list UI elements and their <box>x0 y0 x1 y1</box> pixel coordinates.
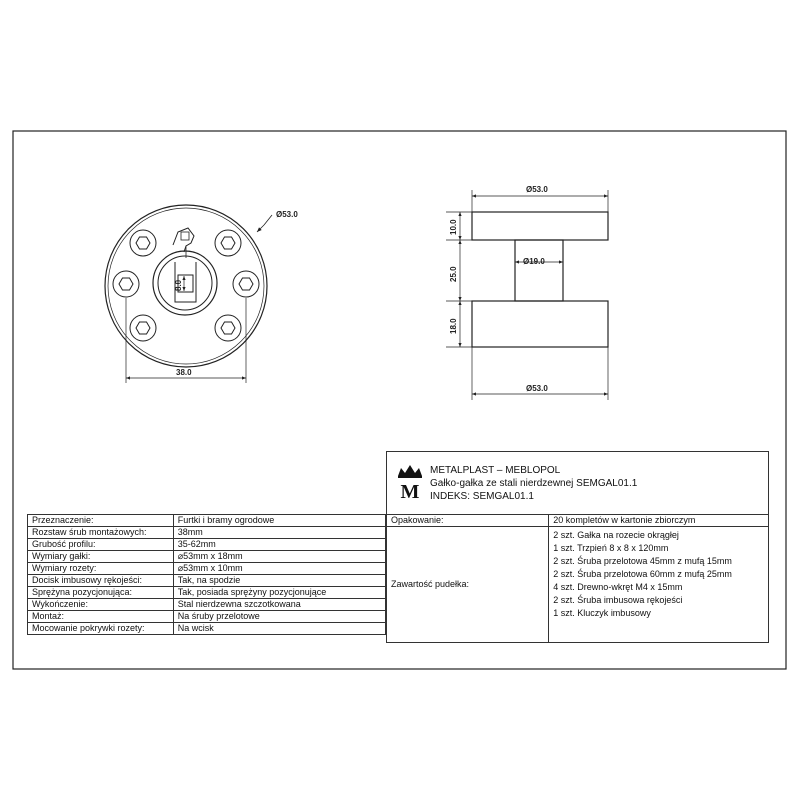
spec-value: Na wcisk <box>173 623 385 635</box>
neck-diameter-label: Ø19.0 <box>523 257 545 266</box>
logo-letter: M <box>400 481 420 500</box>
knob-thickness-label: 10.0 <box>449 219 458 235</box>
hex-screw-bottom-left <box>130 315 156 341</box>
spec-label: Wymiary rozety: <box>28 563 174 575</box>
side-view <box>446 190 608 400</box>
packaging-value: 20 kompletów w kartonie zbiorczym <box>549 515 769 527</box>
list-item: 2 szt. Śruba imbusowa rękojeści <box>553 595 683 605</box>
title-lines <box>430 464 637 503</box>
spec-value: Tak, na spodzie <box>173 575 385 587</box>
table-row <box>28 599 386 611</box>
knob-body <box>472 212 608 240</box>
list-item: 2 szt. Śruba przelotowa 60mm z mufą 25mm <box>553 569 732 579</box>
table-row <box>28 551 386 563</box>
product-name: Gałko-gałka ze stali nierdzewnej SEMGAL01.1 <box>430 478 638 489</box>
spacing-dimension-label: 38.0 <box>176 368 192 377</box>
rosette-thickness-label: 18.0 <box>449 318 458 334</box>
spec-label: Montaż: <box>28 611 174 623</box>
spec-label: Docisk imbusowy rękojeści: <box>28 575 174 587</box>
table-row <box>28 611 386 623</box>
spec-value: ⌀53mm x 10mm <box>173 563 385 575</box>
table-row <box>387 527 769 643</box>
neck-body <box>515 240 563 301</box>
spec-value: Na śruby przelotowe <box>173 611 385 623</box>
table-row <box>28 563 386 575</box>
spec-label: Wymiary gałki: <box>28 551 174 563</box>
rosette-body <box>472 301 608 347</box>
table-row <box>28 515 386 527</box>
list-item: 1 szt. Trzpień 8 x 8 x 120mm <box>553 543 669 553</box>
spec-value: 38mm <box>173 527 385 539</box>
table-row <box>28 623 386 635</box>
spec-value: Tak, posiada sprężyny pozycjonujące <box>173 587 385 599</box>
spec-label: Wykończenie: <box>28 599 174 611</box>
neck-length-label: 25.0 <box>449 266 458 282</box>
packaging-table <box>386 514 769 643</box>
list-item: 2 szt. Śruba przelotowa 45mm z mufą 15mm <box>553 556 732 566</box>
table-row <box>387 515 769 527</box>
spec-value: Furtki i bramy ogrodowe <box>173 515 385 527</box>
outer-diameter-label: Ø53.0 <box>276 210 298 219</box>
crown-logo <box>395 464 425 500</box>
contents-cell <box>549 527 769 643</box>
spec-label: Sprężyna pozycjonująca: <box>28 587 174 599</box>
hub-outer <box>153 251 217 315</box>
table-row <box>28 587 386 599</box>
top-diameter-label: Ø53.0 <box>526 185 548 194</box>
list-item: 2 szt. Gałka na rozecie okrągłej <box>553 530 679 540</box>
spec-value: ⌀53mm x 18mm <box>173 551 385 563</box>
contents-label: Zawartość pudełka: <box>387 527 549 643</box>
hex-screw-top-left <box>130 230 156 256</box>
spec-label: Mocowanie pokrywki rozety: <box>28 623 174 635</box>
table-row <box>28 539 386 551</box>
product-index: INDEKS: SEMGAL01.1 <box>430 491 534 502</box>
packaging-label: Opakowanie: <box>387 515 549 527</box>
list-item: 4 szt. Drewno-wkręt M4 x 15mm <box>553 582 683 592</box>
front-view <box>105 205 267 367</box>
title-block <box>386 451 769 515</box>
bottom-diameter-label: Ø53.0 <box>526 384 548 393</box>
hex-screw-bottom-right <box>215 315 241 341</box>
hex-screw-mid-left <box>113 271 139 297</box>
spec-value: Stal nierdzewna szczotkowana <box>173 599 385 611</box>
spec-label: Grubość profilu: <box>28 539 174 551</box>
spec-value: 35-62mm <box>173 539 385 551</box>
company-name: METALPLAST – MEBLOPOL <box>430 465 561 476</box>
spec-label: Przeznaczenie: <box>28 515 174 527</box>
hex-screw-top-right <box>215 230 241 256</box>
list-item: 1 szt. Kluczyk imbusowy <box>553 608 651 618</box>
outer-diameter-leader <box>257 225 264 232</box>
table-row <box>28 575 386 587</box>
hex-screw-mid-right <box>233 271 259 297</box>
square-dimension-label: 8.0 <box>174 279 183 291</box>
table-row <box>28 527 386 539</box>
specs-table <box>27 514 386 635</box>
spec-label: Rozstaw śrub montażowych: <box>28 527 174 539</box>
